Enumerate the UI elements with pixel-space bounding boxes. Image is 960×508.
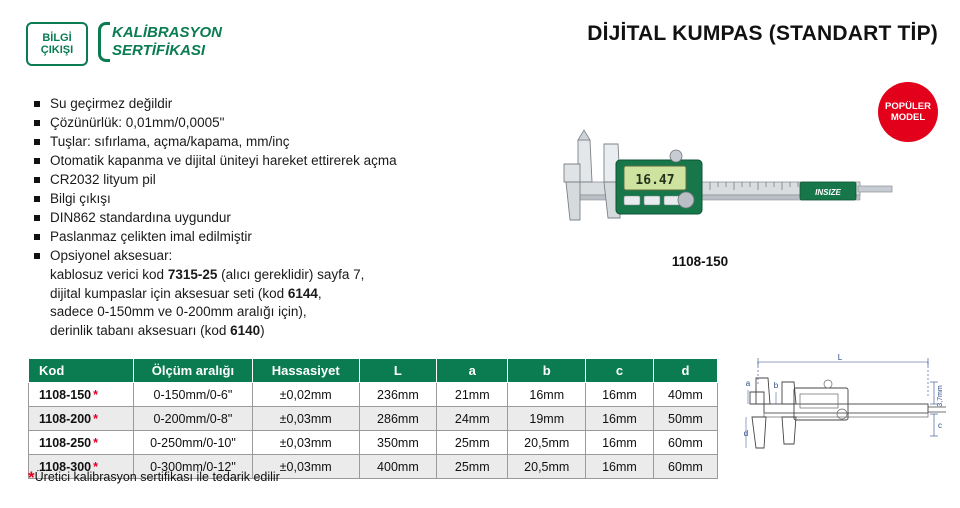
- cell-kod: [29, 383, 134, 407]
- cell-b: 16mm: [508, 383, 586, 407]
- square-bullet-icon: [34, 234, 40, 240]
- svg-text:d: d: [743, 429, 749, 438]
- table-row: [29, 431, 718, 455]
- table-row: [29, 383, 718, 407]
- cell-kod-star: *: [93, 459, 99, 474]
- cell-d: 60mm: [653, 455, 717, 479]
- page-title: DİJİTAL KUMPAS (STANDART TİP): [587, 22, 938, 45]
- accessory-line-code: 6140: [230, 322, 261, 338]
- feature-text: Tuşlar: sıfırlama, açma/kapama, mm/inç: [50, 134, 290, 149]
- list-item: [32, 209, 512, 228]
- svg-text:3,7mm: 3,7mm: [937, 385, 944, 407]
- calibration-certificate-badge: [98, 22, 243, 62]
- cell-d: 50mm: [653, 407, 717, 431]
- accessory-line: [50, 322, 512, 341]
- svg-text:INSIZE: INSIZE: [815, 188, 841, 197]
- accessory-line-code: 7315-25: [167, 267, 218, 282]
- cell-a: 25mm: [437, 455, 508, 479]
- accessory-line-pre: dijital kumpaslar için aksesuar seti (kod: [50, 285, 288, 301]
- accessory-line-post: (alıcı gereklidir) sayfa 7,: [217, 267, 365, 282]
- list-item: [32, 171, 512, 190]
- cell-l: 286mm: [359, 407, 436, 431]
- square-bullet-icon: [34, 101, 40, 107]
- cell-hassasiyet: ±0,03mm: [252, 407, 359, 431]
- feature-text: DIN862 standardına uygundur: [50, 210, 231, 225]
- feature-text: Bilgi çıkışı: [50, 191, 111, 206]
- cell-hassasiyet: ±0,02mm: [252, 383, 359, 407]
- square-bullet-icon: [34, 139, 40, 145]
- list-item: [32, 190, 512, 209]
- feature-text: Otomatik kapanma ve dijital üniteyi hareket ettirerek açma: [50, 153, 397, 168]
- column-header-olcum-araligi: Ölçüm aralığı: [134, 359, 252, 383]
- digital-caliper-illustration: [500, 120, 900, 250]
- page-header: [0, 0, 960, 80]
- product-code-caption: 1108-150: [671, 254, 729, 269]
- column-header-c: c: [586, 359, 654, 383]
- cell-kod-value: 1108-150: [39, 387, 92, 402]
- cell-d: 60mm: [653, 431, 717, 455]
- square-bullet-icon: [34, 158, 40, 164]
- info-output-badge: [26, 22, 88, 66]
- column-header-kod: Kod: [29, 359, 134, 383]
- specification-table: [28, 358, 718, 479]
- info-output-badge-line2: ÇIKIŞI: [40, 44, 74, 56]
- table-footnote: [28, 468, 280, 487]
- cell-kod-value: 1108-200: [39, 411, 92, 426]
- accessory-line-pre: kablosuz verici kod: [50, 267, 168, 282]
- accessory-line-post: ): [260, 322, 265, 338]
- table-header-row: [29, 359, 718, 383]
- cell-olcum: 0-150mm/0-6": [134, 383, 252, 407]
- svg-text:a: a: [745, 379, 751, 388]
- square-bullet-icon: [34, 253, 40, 259]
- column-header-a: a: [437, 359, 508, 383]
- square-bullet-icon: [34, 120, 40, 126]
- cell-kod: [29, 431, 134, 455]
- cell-l: 350mm: [359, 431, 436, 455]
- cell-kod-value: 1108-250: [39, 435, 92, 450]
- cell-d: 40mm: [653, 383, 717, 407]
- accessory-line-pre: sadece 0-150mm ve 0-200mm aralığı için),: [50, 304, 307, 319]
- column-header-d: d: [653, 359, 717, 383]
- product-photo: [500, 120, 920, 280]
- list-item: [32, 152, 512, 171]
- cell-c: 16mm: [586, 455, 654, 479]
- accessory-line-code: 6144: [287, 285, 318, 301]
- cell-a: 21mm: [437, 383, 508, 407]
- list-item: [32, 133, 512, 152]
- accessory-line: [50, 266, 512, 285]
- cell-l: 400mm: [359, 455, 436, 479]
- feature-text: Opsiyonel aksesuar:: [50, 248, 173, 263]
- popular-badge-line1: POPÜLER: [885, 101, 931, 112]
- dimension-drawing: [728, 352, 953, 472]
- cell-b: 20,5mm: [508, 431, 586, 455]
- svg-text:16.47: 16.47: [635, 173, 675, 188]
- cell-a: 24mm: [437, 407, 508, 431]
- list-item: [32, 114, 512, 133]
- cell-kod-star: *: [93, 411, 99, 426]
- square-bullet-icon: [34, 215, 40, 221]
- table-row: [29, 407, 718, 431]
- cell-kod: [29, 407, 134, 431]
- list-item: [32, 95, 512, 114]
- cell-hassasiyet: ±0,03mm: [252, 455, 359, 479]
- footnote-text: Üretici kalibrasyon sertifikası ile tedarik edilir: [34, 470, 280, 484]
- list-item: [32, 247, 512, 266]
- accessory-line: [50, 285, 512, 304]
- cell-kod-star: *: [93, 387, 99, 402]
- accessory-detail-list: [50, 266, 512, 340]
- svg-text:L: L: [837, 353, 843, 362]
- cell-c: 16mm: [586, 431, 654, 455]
- calibration-badge-line2: SERTİFİKASI: [112, 42, 206, 59]
- column-header-b: b: [508, 359, 586, 383]
- feature-text: CR2032 lityum pil: [50, 172, 156, 187]
- cell-kod-value: 1108-300: [39, 459, 92, 474]
- feature-text: Su geçirmez değildir: [50, 96, 173, 111]
- feature-text: Paslanmaz çelikten imal edilmiştir: [50, 229, 252, 244]
- square-bullet-icon: [34, 196, 40, 202]
- feature-list: [32, 95, 512, 340]
- info-output-badge-line1: BİLGİ: [42, 32, 72, 44]
- cell-b: 19mm: [508, 407, 586, 431]
- accessory-line: [50, 303, 512, 322]
- cell-a: 25mm: [437, 431, 508, 455]
- column-header-l: L: [359, 359, 436, 383]
- cell-olcum: 0-300mm/0-12": [134, 455, 252, 479]
- cell-hassasiyet: ±0,03mm: [252, 431, 359, 455]
- cell-kod-star: *: [93, 435, 99, 450]
- column-header-hassasiyet: Hassasiyet: [252, 359, 359, 383]
- caliper-dimension-diagram: [728, 352, 953, 470]
- cell-l: 236mm: [359, 383, 436, 407]
- svg-text:c: c: [938, 421, 942, 430]
- cell-c: 16mm: [586, 383, 654, 407]
- cell-b: 20,5mm: [508, 455, 586, 479]
- cell-olcum: 0-200mm/0-8": [134, 407, 252, 431]
- list-item: [32, 228, 512, 247]
- square-bullet-icon: [34, 177, 40, 183]
- cell-olcum: 0-250mm/0-10": [134, 431, 252, 455]
- calibration-badge-line1: KALİBRASYON: [112, 24, 223, 41]
- footnote-star: *: [28, 468, 35, 487]
- popular-badge-line2: MODEL: [890, 112, 926, 123]
- feature-text: Çözünürlük: 0,01mm/0,0005": [50, 115, 225, 130]
- svg-text:b: b: [773, 381, 779, 390]
- cell-c: 16mm: [586, 407, 654, 431]
- accessory-line-pre: derinlik tabanı aksesuarı (kod: [50, 322, 231, 338]
- accessory-line-post: ,: [317, 285, 322, 301]
